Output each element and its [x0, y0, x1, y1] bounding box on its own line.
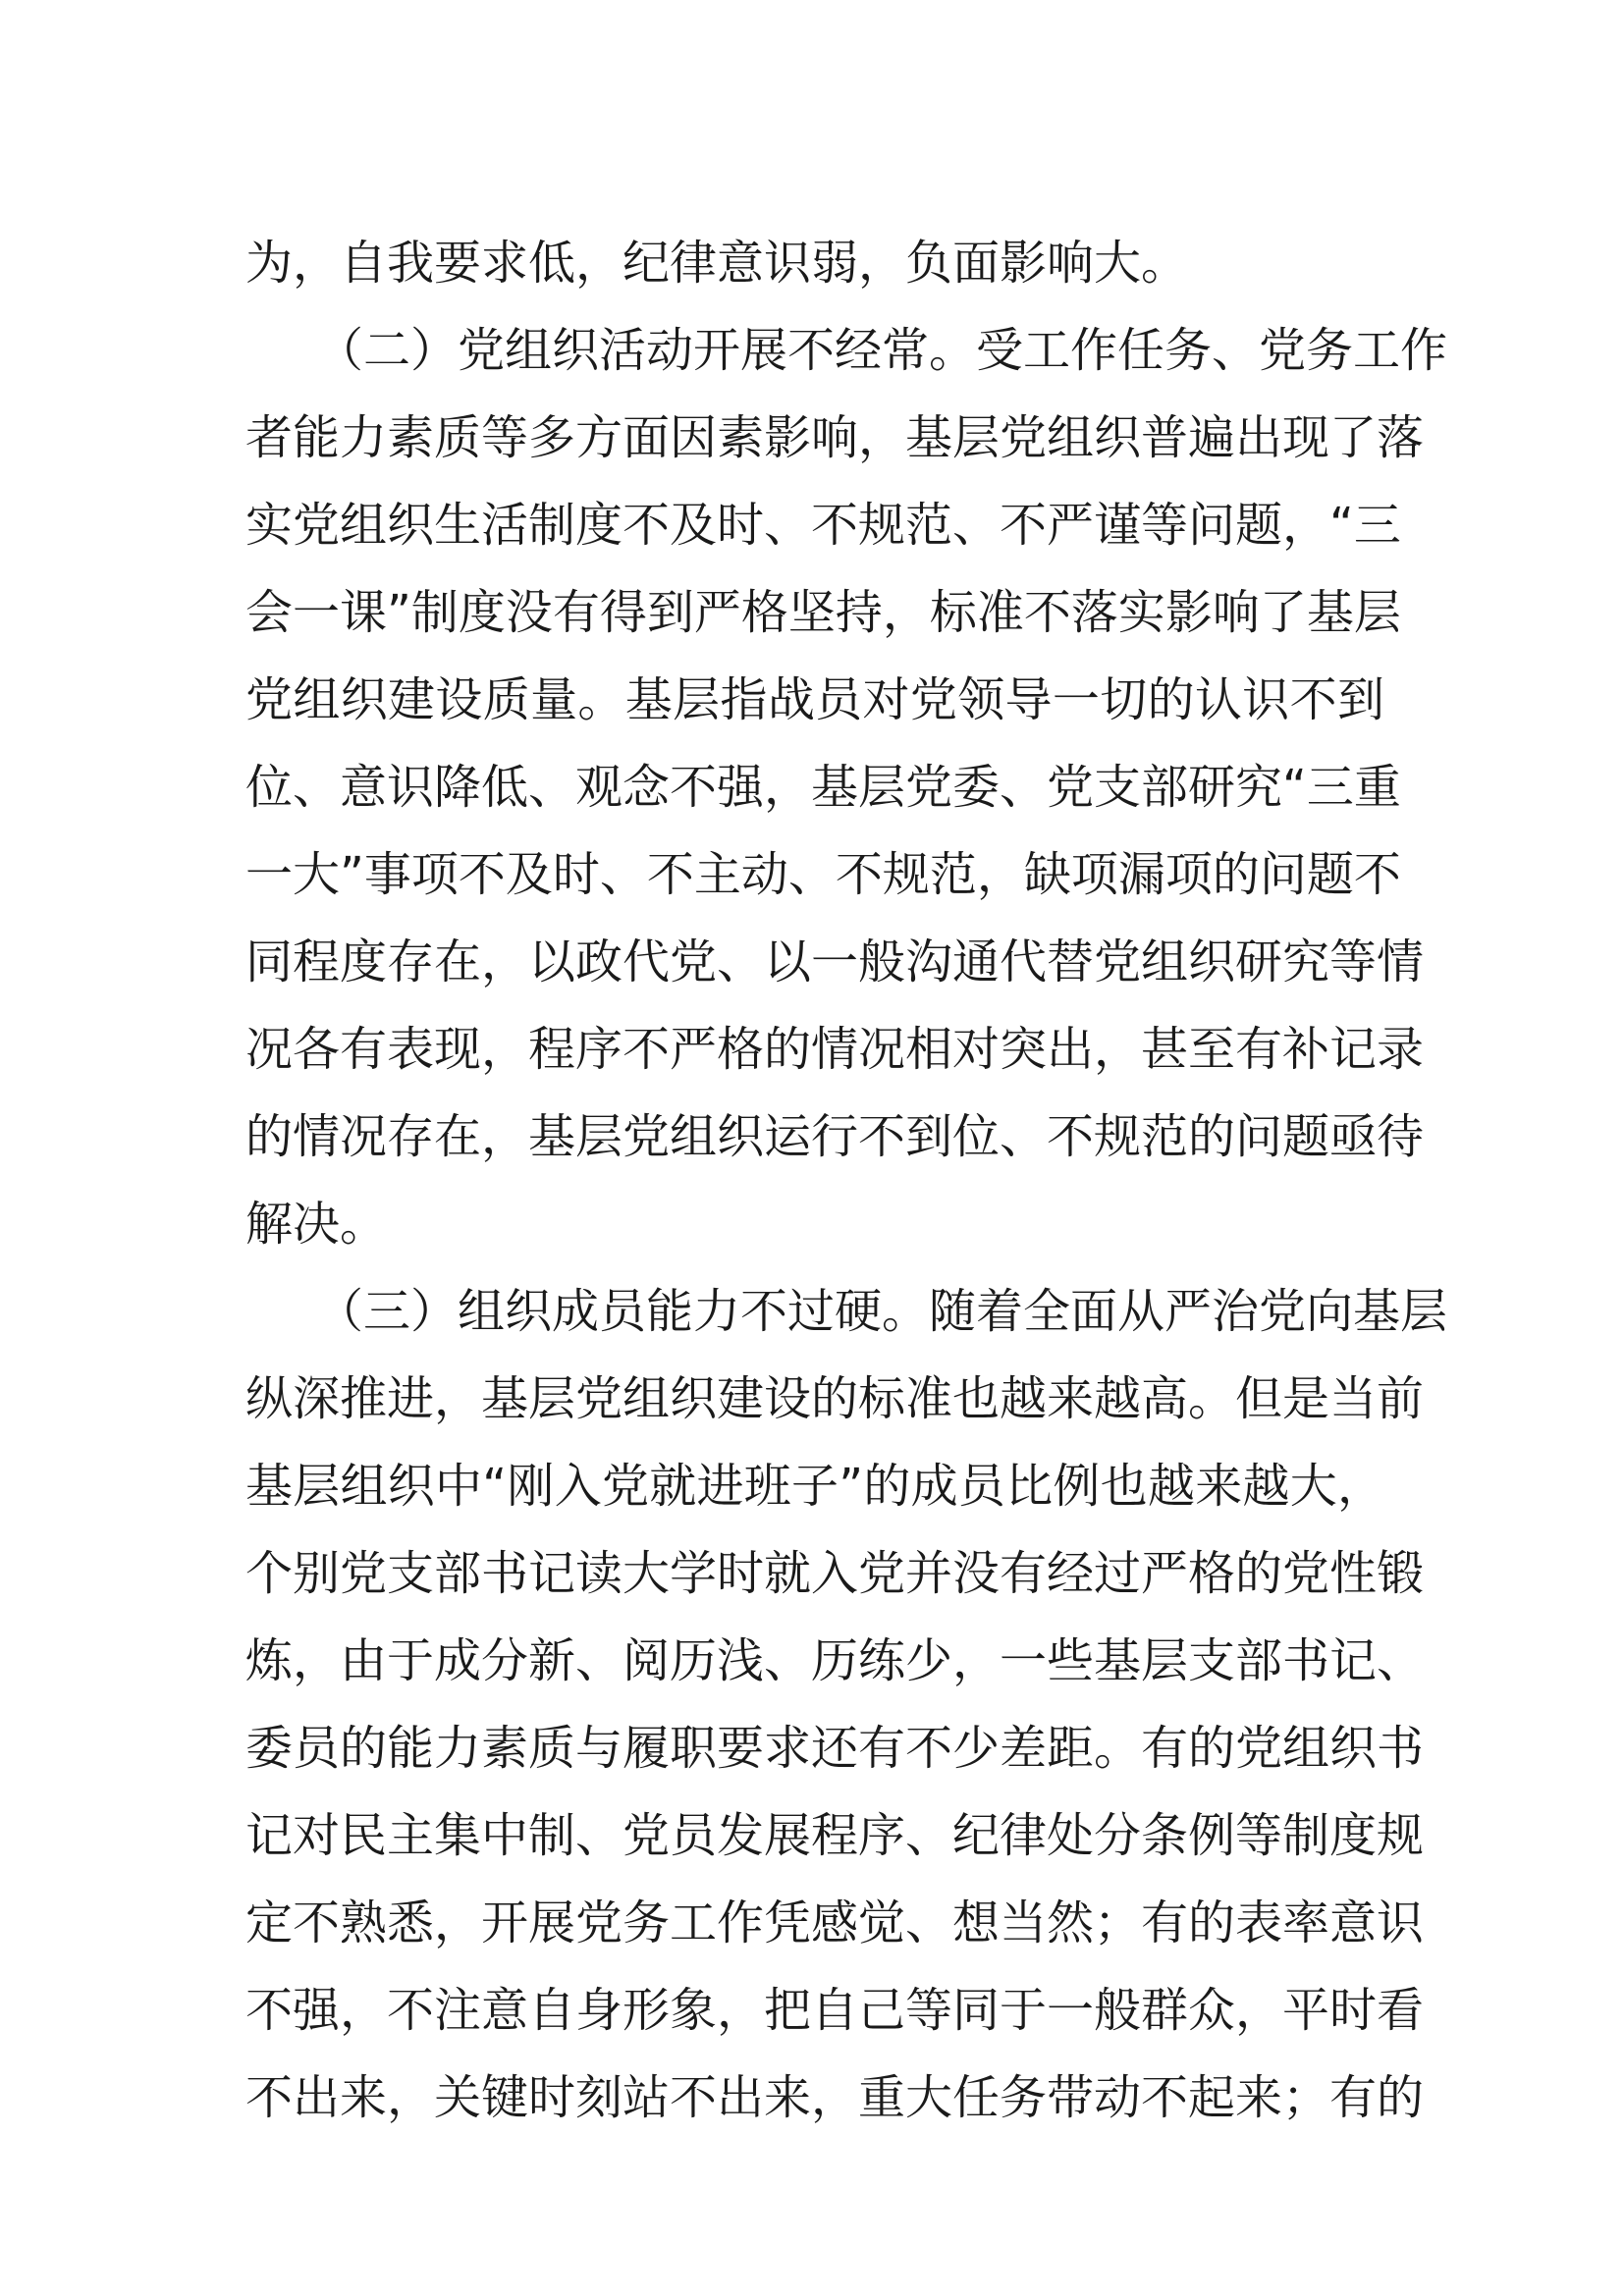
paragraph-line: 党组织建设质量。基层指战员对党领导一切的认识不到 [245, 672, 1384, 727]
paragraph-line: 者能力素质等多方面因素影响，基层党组织普遍出现了落 [245, 410, 1425, 465]
paragraph-line: 位、意识降低、观念不强，基层党委、党支部研究“三重 [245, 760, 1401, 815]
paragraph-line: 炼，由于成分新、阅历浅、历练少，一些基层支部书记、 [245, 1633, 1425, 1688]
paragraph-line: 个别党支部书记读大学时就入党并没有经过严格的党性锻 [245, 1546, 1425, 1601]
paragraph-line: 的情况存在，基层党组织运行不到位、不规范的问题亟待 [245, 1109, 1425, 1164]
paragraph-line: 委员的能力素质与履职要求还有不少差距。有的党组织书 [245, 1721, 1425, 1776]
paragraph-line: 不出来，关键时刻站不出来，重大任务带动不起来；有的 [245, 2070, 1425, 2125]
paragraph-line: 纵深推进，基层党组织建设的标准也越来越高。但是当前 [245, 1371, 1425, 1426]
paragraph-line: 记对民主集中制、党员发展程序、纪律处分条例等制度规 [245, 1808, 1425, 1863]
paragraph-line: （三）组织成员能力不过硬。随着全面从严治党向基层 [316, 1284, 1448, 1339]
paragraph-line: 为，自我要求低，纪律意识弱，负面影响大。 [245, 236, 1189, 291]
paragraph-line: 况各有表现，程序不严格的情况相对突出，甚至有补记录 [245, 1022, 1425, 1077]
paragraph-line: 实党组织生活制度不及时、不规范、不严谨等问题，“三 [245, 498, 1401, 553]
paragraph-line: 基层组织中“刚入党就进班子”的成员比例也越来越大， [245, 1459, 1384, 1514]
paragraph-line: 一大”事项不及时、不主动、不规范，缺项漏项的问题不 [245, 847, 1401, 902]
paragraph-line: （二）党组织活动开展不经常。受工作任务、党务工作 [316, 323, 1448, 378]
paragraph-line: 同程度存在，以政代党、以一般沟通代替党组织研究等情 [245, 934, 1425, 989]
paragraph-line: 定不熟悉，开展党务工作凭感觉、想当然；有的表率意识 [245, 1896, 1425, 1950]
paragraph-line: 会一课”制度没有得到严格坚持，标准不落实影响了基层 [245, 585, 1401, 640]
paragraph-line: 解决。 [245, 1197, 388, 1252]
paragraph-line: 不强，不注意自身形象，把自己等同于一般群众，平时看 [245, 1983, 1425, 2038]
